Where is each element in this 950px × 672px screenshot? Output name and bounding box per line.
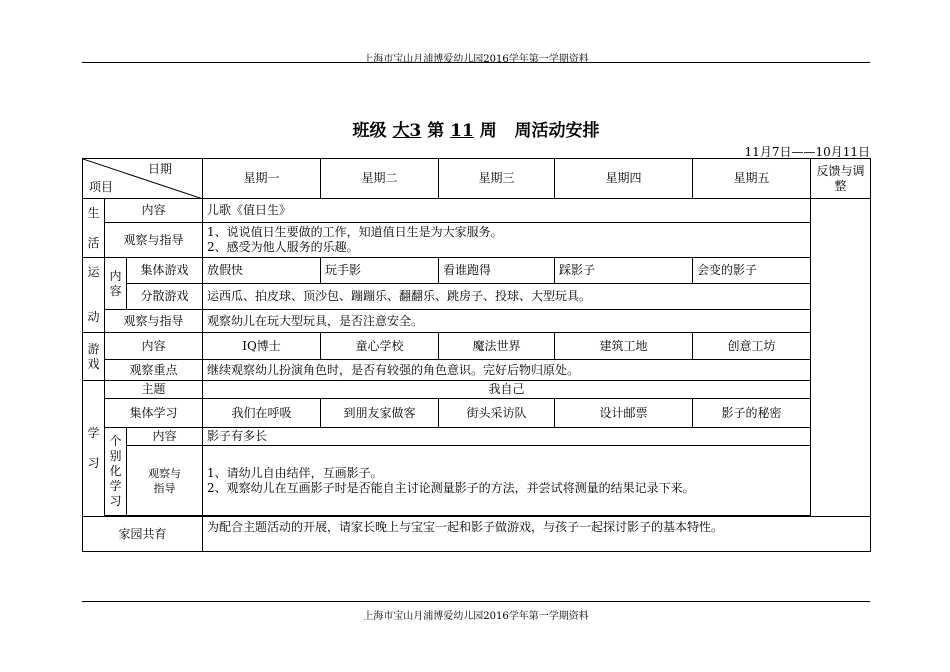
- date-range: 11月7日——10月11日: [744, 145, 870, 159]
- header-divider: [82, 62, 870, 63]
- game-item: 童心学校: [321, 333, 439, 360]
- life-guide-row: [83, 223, 871, 258]
- sport-content-label: 内 容: [105, 258, 127, 310]
- study-group-item: 我们在呼吸: [203, 399, 321, 428]
- game-label: 游 戏: [83, 333, 105, 381]
- life-guide: [203, 223, 811, 258]
- sport-guide-label: 观察与指导: [105, 310, 203, 333]
- game-focus-text: 继续观察幼儿扮演角色时，是否有较强的角色意识。完好后物归原处。: [203, 360, 811, 381]
- weekly-plan-table: [82, 158, 871, 552]
- title-class-label: 班级: [352, 121, 387, 141]
- day-thursday: 星期四: [555, 159, 693, 199]
- title-week-unit: 周: [479, 121, 497, 141]
- life-content: 儿歌《值日生》: [203, 199, 811, 223]
- sport-group-row: [83, 258, 871, 284]
- study-label: 学 习: [83, 381, 105, 517]
- game-content-label: 内容: [105, 333, 203, 360]
- game-content-row: [83, 333, 871, 360]
- family-row: [83, 517, 871, 552]
- sport-group-item: 会变的影子: [693, 258, 811, 284]
- study-group-item: 设计邮票: [555, 399, 693, 428]
- study-group-item: 街头采访队: [439, 399, 555, 428]
- sport-label: 运 动: [83, 258, 105, 333]
- sport-free-row: [83, 284, 871, 310]
- study-theme-label: 主题: [105, 381, 203, 399]
- study-indiv-guide-row: [83, 446, 871, 516]
- corner-item-label: 项目: [89, 180, 114, 194]
- study-group-label: 集体学习: [105, 399, 203, 428]
- day-monday: 星期一: [203, 159, 321, 199]
- sport-group-item: 看谁跑得: [439, 258, 555, 284]
- page-footer: 上海市宝山月浦博爱幼儿园2016学年第一学期资料: [363, 611, 589, 622]
- page-title: [82, 116, 870, 141]
- life-guide-line-2: 2、感受为他人服务的乐趣。: [207, 240, 359, 254]
- page-header: 上海市宝山月浦博爱幼儿园2016学年第一学期资料: [363, 54, 589, 65]
- sport-free-label: 分散游戏: [127, 284, 203, 310]
- study-indiv-content-label: 内容: [127, 428, 203, 446]
- sport-group-label: 集体游戏: [127, 258, 203, 284]
- study-group-item: 影子的秘密: [693, 399, 811, 428]
- study-group-item: 到朋友家做客: [321, 399, 439, 428]
- game-item: 魔法世界: [439, 333, 555, 360]
- life-guide-label: 观察与指导: [105, 223, 203, 258]
- life-content-label: 内容: [105, 199, 203, 223]
- sport-group-item: 玩手影: [321, 258, 439, 284]
- game-item: IQ博士: [203, 333, 321, 360]
- study-group-row: [83, 399, 871, 428]
- study-indiv-guide-line-1: 1、请幼儿自由结伴，互画影子。: [207, 465, 383, 480]
- footer-divider: [82, 601, 870, 602]
- title-text: 周活动安排: [514, 121, 600, 141]
- sport-guide-row: [83, 310, 871, 333]
- sport-free-text: 运西瓜、拍皮球、顶沙包、蹦蹦乐、翻翻乐、跳房子、投球、大型玩具。: [203, 284, 811, 310]
- sport-group-item: 踩影子: [555, 258, 693, 284]
- game-focus-label: 观察重点: [105, 360, 203, 381]
- title-week-label: 第: [427, 121, 445, 141]
- game-item: 建筑工地: [555, 333, 693, 360]
- sport-group-item: 放假快: [203, 258, 321, 284]
- study-indiv-content-row: [83, 428, 871, 446]
- study-theme: 我自己: [203, 381, 811, 399]
- header-row: [83, 159, 871, 199]
- game-focus-row: [83, 360, 871, 381]
- life-content-row: [83, 199, 871, 223]
- study-indiv-label: 个 别 化 学 习: [105, 428, 127, 516]
- title-week-value: 11: [450, 121, 474, 141]
- study-indiv-guide-label: 观察与 指导: [127, 446, 203, 516]
- study-indiv-content: 影子有多长: [203, 428, 811, 446]
- corner-date-label: 日期: [147, 162, 172, 176]
- life-label: 生 活: [83, 199, 105, 258]
- day-wednesday: 星期三: [439, 159, 555, 199]
- study-indiv-guide-line-2: 2、观察幼儿在互画影子时是否能自主讨论测量影子的方法，并尝试将测量的结果记录下来。: [207, 480, 695, 495]
- family-label: 家园共育: [83, 517, 203, 552]
- title-class-value: 大3: [392, 121, 422, 141]
- game-item: 创意工坊: [693, 333, 811, 360]
- corner-cell: [83, 159, 203, 199]
- feedback-header: 反馈与调整: [811, 159, 871, 199]
- study-indiv-guide: [203, 446, 811, 516]
- day-tuesday: 星期二: [321, 159, 439, 199]
- study-theme-row: [83, 381, 871, 399]
- sport-guide-text: 观察幼儿在玩大型玩具，是否注意安全。: [203, 310, 811, 333]
- day-friday: 星期五: [693, 159, 811, 199]
- family-text: 为配合主题活动的开展，请家长晚上与宝宝一起和影子做游戏，与孩子一起探讨影子的基本特性。: [203, 517, 871, 552]
- life-guide-line-1: 1、说说值日生要做的工作，知道值日生是为大家服务。: [207, 225, 503, 239]
- feedback-column: [811, 199, 871, 517]
